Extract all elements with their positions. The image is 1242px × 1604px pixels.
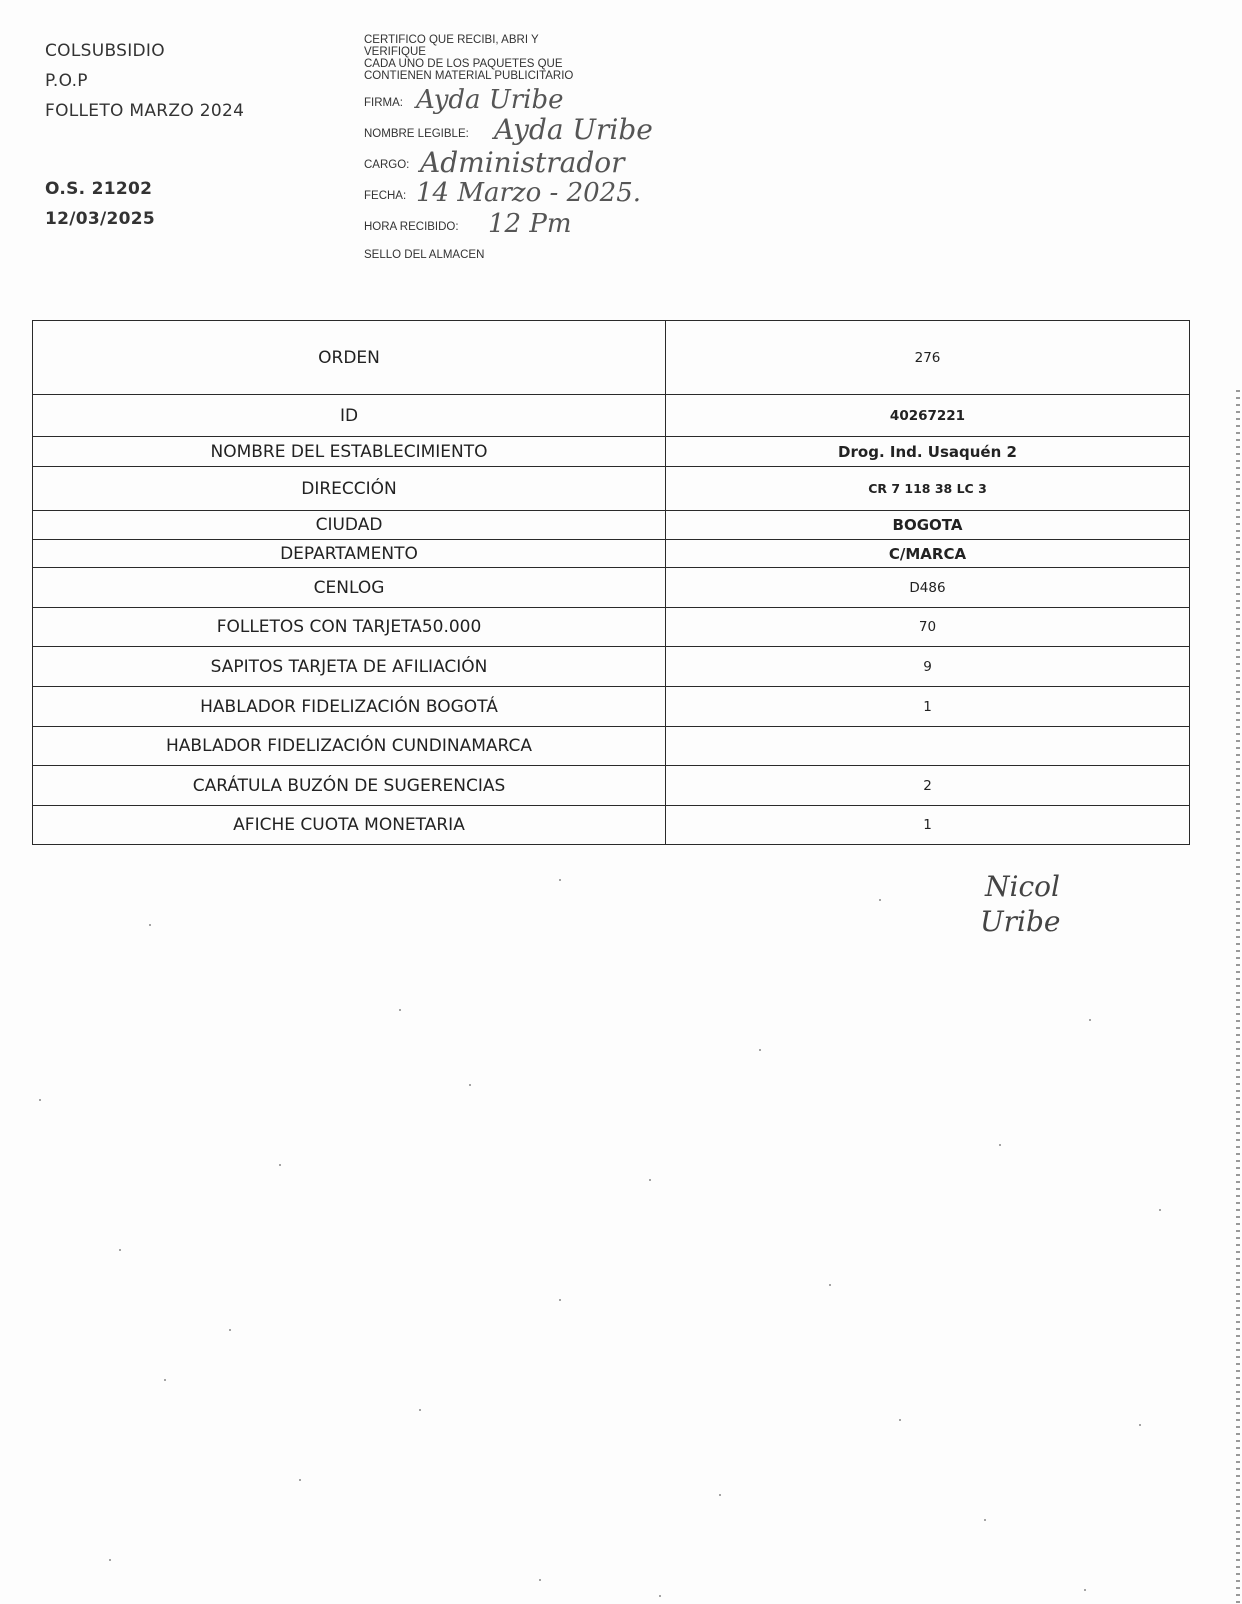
row-label: HABLADOR FIDELIZACIÓN BOGOTÁ [33, 687, 666, 727]
time-received-row [364, 206, 704, 237]
signature-value: Ayda Uribe [416, 85, 564, 115]
row-label: CIUDAD [33, 511, 666, 540]
row-value: 9 [666, 647, 1190, 687]
row-label: ORDEN [33, 321, 666, 395]
seal-row [364, 237, 704, 265]
table-row [33, 467, 1190, 511]
table-row [33, 687, 1190, 727]
delivery-table [32, 320, 1190, 845]
row-value: 2 [666, 766, 1190, 806]
handwritten-note-line-2: Uribe [980, 905, 1061, 938]
certificate-statement-line: CONTIENEN MATERIAL PUBLICITARIO [364, 70, 574, 82]
table-row [33, 647, 1190, 687]
reception-certificate [364, 34, 704, 265]
legible-name-row [364, 113, 704, 144]
row-value: 276 [666, 321, 1190, 395]
row-value: 40267221 [666, 395, 1190, 437]
certificate-statement-line: CERTIFICO QUE RECIBI, ABRI Y [364, 34, 539, 46]
row-label: CENLOG [33, 568, 666, 608]
legible-name-label: NOMBRE LEGIBLE: [364, 128, 469, 140]
table-row [33, 727, 1190, 766]
material-type: P.O.P [45, 71, 88, 91]
row-value: Drog. Ind. Usaquén 2 [666, 437, 1190, 467]
table-row [33, 568, 1190, 608]
campaign-name: FOLLETO MARZO 2024 [45, 101, 245, 121]
row-label: SAPITOS TARJETA DE AFILIACIÓN [33, 647, 666, 687]
org-name: COLSUBSIDIO [45, 41, 165, 61]
row-label: HABLADOR FIDELIZACIÓN CUNDINAMARCA [33, 727, 666, 766]
row-label: FOLLETOS CON TARJETA50.000 [33, 608, 666, 647]
date-row [364, 175, 704, 206]
row-value: 1 [666, 806, 1190, 845]
row-value [666, 727, 1190, 766]
row-label: CARÁTULA BUZÓN DE SUGERENCIAS [33, 766, 666, 806]
row-label: NOMBRE DEL ESTABLECIMIENTO [33, 437, 666, 467]
time-received-value: 12 Pm [488, 209, 572, 239]
date-value: 14 Marzo - 2025. [416, 178, 641, 208]
document-date: 12/03/2025 [45, 209, 156, 229]
scan-edge [1236, 390, 1240, 1604]
table-row [33, 540, 1190, 568]
position-row [364, 144, 704, 179]
seal-label: SELLO DEL ALMACEN [364, 249, 485, 261]
order-service: O.S. 21202 [45, 179, 153, 199]
row-value: CR 7 118 38 LC 3 [666, 467, 1190, 511]
row-value: 70 [666, 608, 1190, 647]
row-value: 1 [666, 687, 1190, 727]
row-value: D486 [666, 568, 1190, 608]
table-row [33, 437, 1190, 467]
date-label: FECHA: [364, 190, 407, 202]
signature-row [364, 82, 704, 113]
legible-name-value: Ayda Uribe [494, 113, 653, 146]
row-label: DIRECCIÓN [33, 467, 666, 511]
table-row [33, 608, 1190, 647]
table-row [33, 395, 1190, 437]
table-row [33, 321, 1190, 395]
table-row [33, 766, 1190, 806]
row-value: BOGOTA [666, 511, 1190, 540]
row-label: ID [33, 395, 666, 437]
header-left [45, 36, 244, 234]
time-received-label: HORA RECIBIDO: [364, 221, 459, 233]
position-value: Administrador [420, 146, 625, 179]
row-label: AFICHE CUOTA MONETARIA [33, 806, 666, 845]
position-label: CARGO: [364, 159, 410, 171]
row-value: C/MARCA [666, 540, 1190, 568]
signature-label: FIRMA: [364, 97, 403, 109]
row-label: DEPARTAMENTO [33, 540, 666, 568]
handwritten-note-line-1: Nicol [985, 870, 1060, 903]
table-row [33, 806, 1190, 845]
table-row [33, 511, 1190, 540]
certificate-statement-line: CADA UNO DE LOS PAQUETES QUE [364, 58, 563, 70]
certificate-statement-line: VERIFIQUE [364, 46, 426, 58]
